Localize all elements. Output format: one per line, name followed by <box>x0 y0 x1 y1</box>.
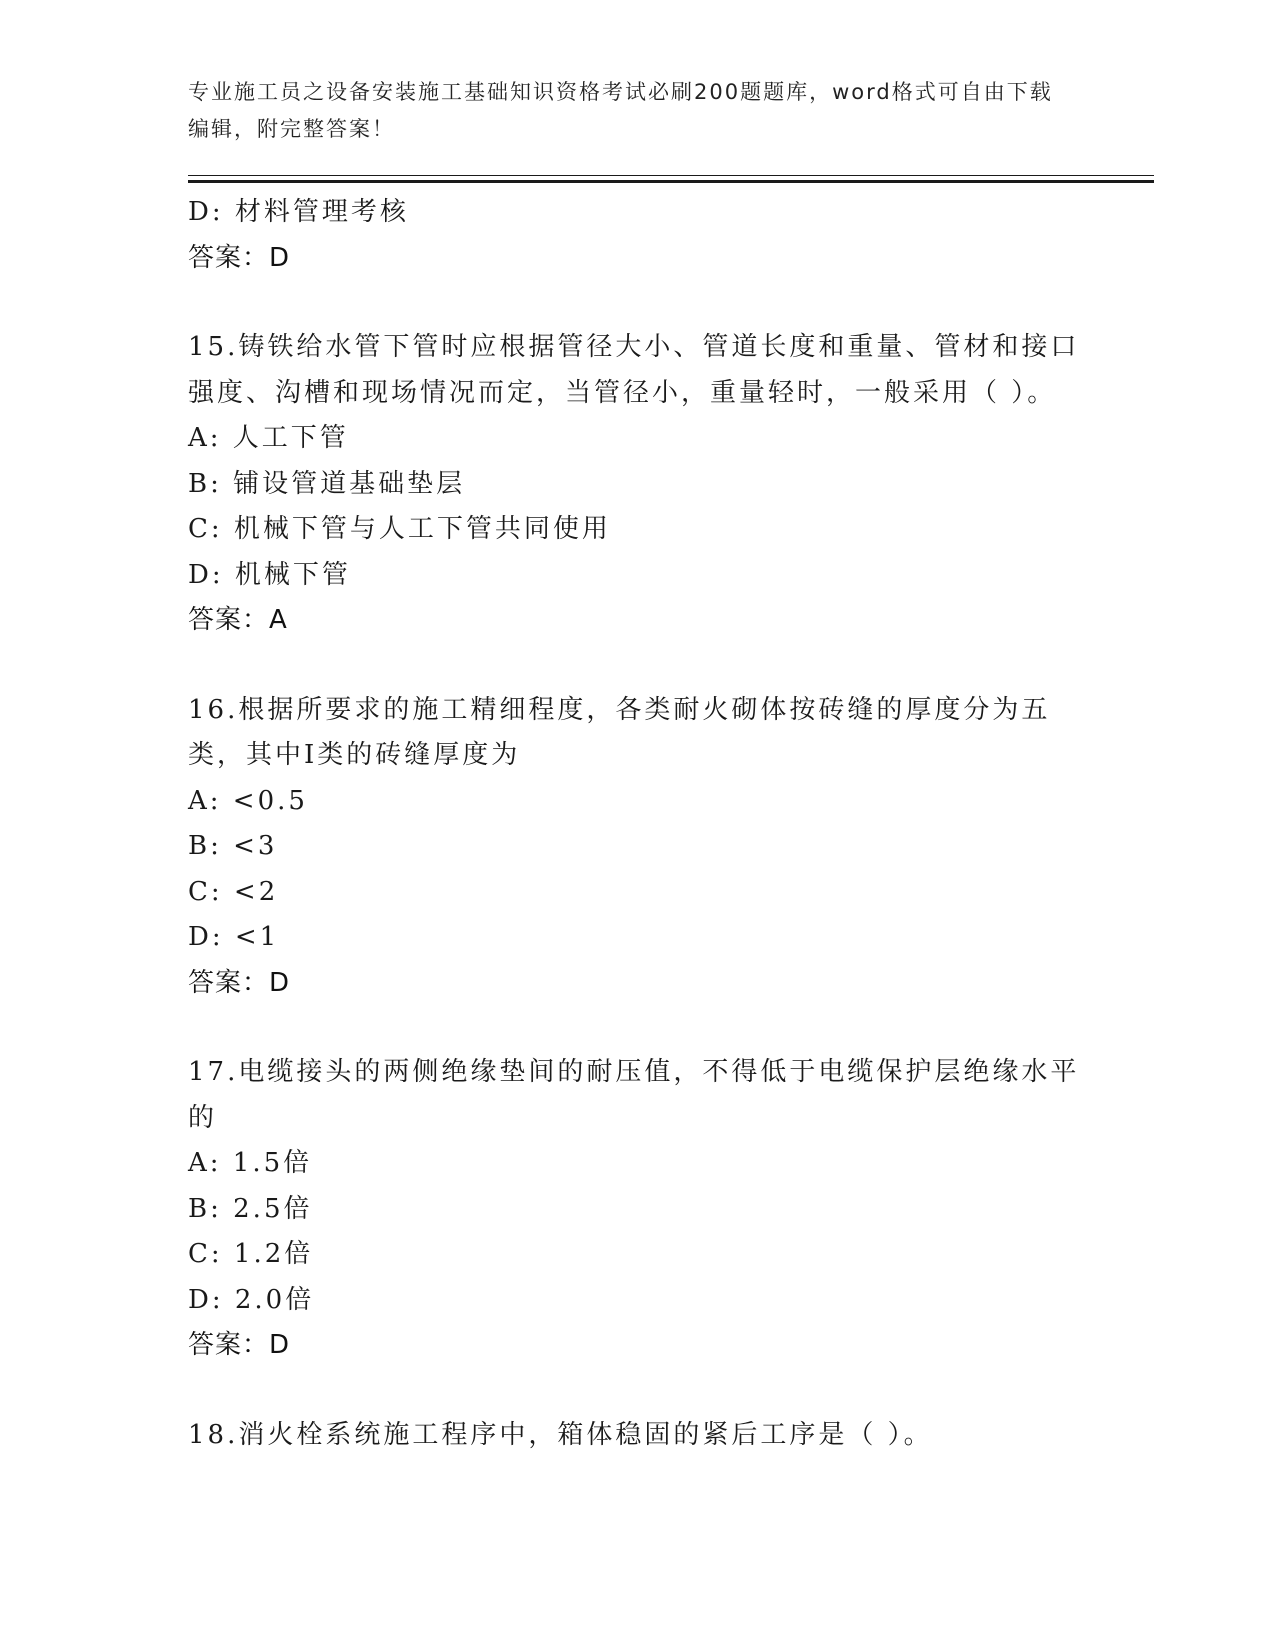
question-list <box>188 190 1088 1458</box>
header-rule-thick <box>188 180 1154 183</box>
question-15-option-a: A: 人工下管 <box>188 423 349 453</box>
question-16-option-a: A: <0.5 <box>188 785 308 816</box>
header-rule-thin <box>188 175 1154 176</box>
question-17-option-a: A: 1.5倍 <box>188 1148 313 1178</box>
question-stem-16: 16.根据所要求的施工精细程度，各类耐火砌体按砖缝的厚度分为五类，其中Ⅰ类的砖缝厚度为 <box>188 694 1051 770</box>
prev-option-d: D: 材料管理考核 <box>188 197 409 227</box>
document-header: 专业施工员之设备安装施工基础知识资格考试必刷200题题库，word格式可自由下载编辑，附完整答案！ <box>188 80 1053 141</box>
question-stem-18: 18.消火栓系统施工程序中，箱体稳固的紧后工序是（ ）。 <box>188 1419 933 1450</box>
question-15-answer: 答案：A <box>188 605 288 635</box>
question-17-option-c: C: 1.2倍 <box>188 1239 314 1269</box>
question-15-option-c: C: 机械下管与人工下管共同使用 <box>188 514 611 544</box>
spacer <box>188 644 1088 688</box>
spacer <box>188 1369 1088 1413</box>
question-17-answer: 答案：D <box>188 1330 291 1360</box>
question-stem-15: 15.铸铁给水管下管时应根据管径大小、管道长度和重量、管材和接口强度、沟槽和现场情况而定，当管径小，重量轻时，一般采用（ ）。 <box>188 332 1080 408</box>
spacer <box>188 281 1088 325</box>
question-stem-17: 17.电缆接头的两侧绝缘垫间的耐压值，不得低于电缆保护层绝缘水平的 <box>188 1057 1080 1133</box>
question-16-option-c: C: <2 <box>188 876 279 907</box>
question-16-answer: 答案：D <box>188 967 291 998</box>
question-17-option-d: D: 2.0倍 <box>188 1284 315 1315</box>
question-17-option-b: B: 2.5倍 <box>188 1193 313 1224</box>
prev-answer: 答案：D <box>188 242 291 273</box>
question-16-option-b: B: <3 <box>188 831 278 861</box>
spacer <box>188 1006 1088 1050</box>
question-15-option-b: B: 铺设管道基础垫层 <box>188 468 466 499</box>
question-15-option-d: D: 机械下管 <box>188 559 351 590</box>
question-16-option-d: D: <1 <box>188 922 280 952</box>
